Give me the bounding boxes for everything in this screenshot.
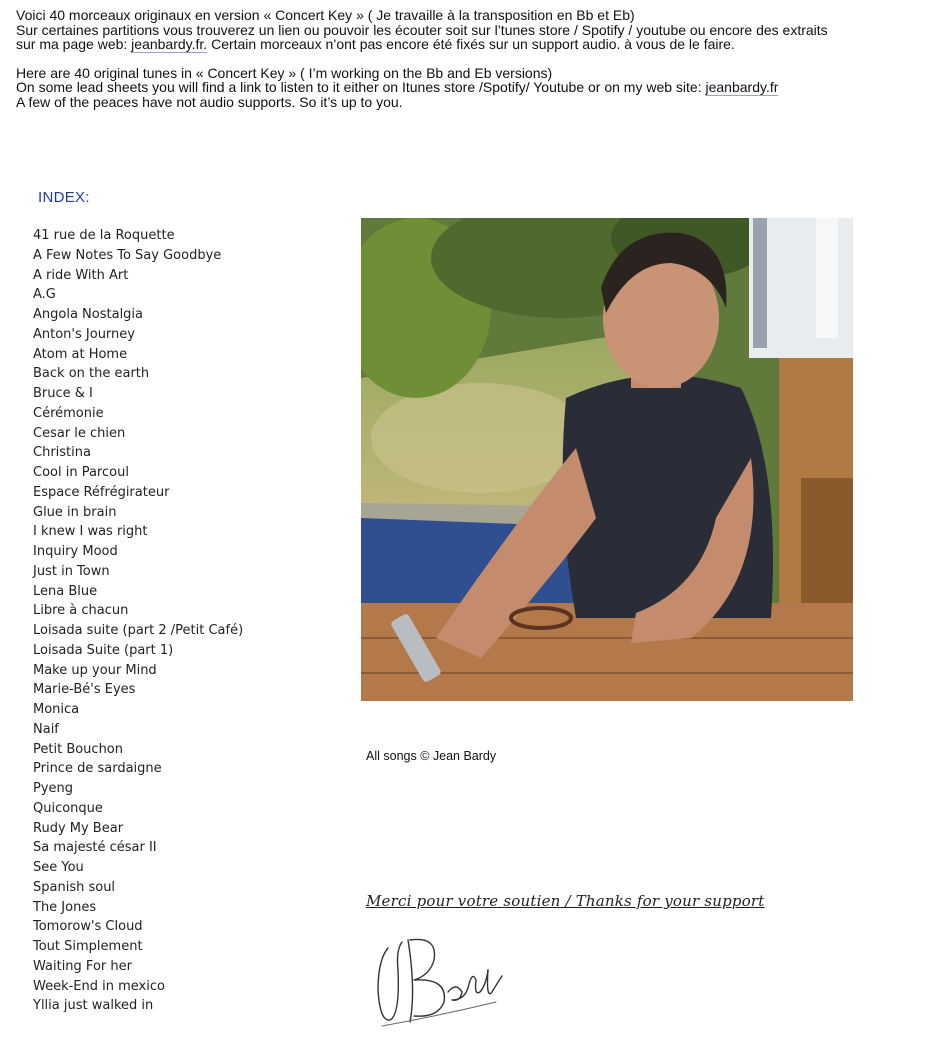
index-item: Quiconque xyxy=(33,800,103,816)
intro-en-line-2-start: On some lead sheets you will find a link to listen to it either on Itunes store /Spotify/ Youtube or on my web site: xyxy=(16,79,706,96)
index-item: Angola Nostalgia xyxy=(33,307,144,322)
index-item: Tomorow's Cloud xyxy=(33,919,143,935)
index-item: Sa majesté césar II xyxy=(33,840,157,856)
signature xyxy=(368,930,508,1034)
index-item: Cesar le chien xyxy=(33,425,126,441)
index-item: Spanish soul xyxy=(33,879,116,895)
index-item: Week-End in mexico xyxy=(33,978,165,994)
index-item: Loisada suite (part 2 /Petit Café) xyxy=(33,623,244,638)
index-item: Loisada Suite (part 1) xyxy=(33,642,174,658)
intro-en-line-2 xyxy=(16,80,916,95)
index-item: Lena Blue xyxy=(33,583,98,599)
author-photo xyxy=(361,218,853,701)
index-item: Glue in brain xyxy=(33,504,117,520)
index-item: Atom at Home xyxy=(33,346,128,362)
index-item: Pyeng xyxy=(33,781,74,796)
intro-en-line-3: A few of the peaces have not audio supports. So it’s up to you. xyxy=(16,93,403,110)
index-item: Christina xyxy=(33,445,91,461)
index-item: Rudy My Bear xyxy=(33,820,124,836)
index-item: Espace Réfrégirateur xyxy=(33,484,170,500)
thanks-message: Merci pour votre soutien / Thanks for your support xyxy=(366,892,765,910)
index-item: Naif xyxy=(33,721,59,737)
index-item: Prince de sardaigne xyxy=(33,761,162,777)
index-item: The Jones xyxy=(33,899,97,915)
website-link-fr[interactable]: jeanbardy.fr. xyxy=(131,36,208,53)
index-item: I knew I was right xyxy=(33,524,148,540)
index-item: Petit Bouchon xyxy=(33,741,124,757)
index-item: Anton's Journey xyxy=(33,326,135,342)
index-item: Cérémonie xyxy=(33,405,104,421)
index-item: Libre à chacun xyxy=(33,603,129,619)
index-item: Cool in Parcoul xyxy=(33,465,129,480)
index-item: Just in Town xyxy=(33,563,110,579)
index-item: Monica xyxy=(33,702,80,717)
index-item: Marie-Bé's Eyes xyxy=(33,682,136,698)
index-item: Bruce & I xyxy=(33,386,93,401)
index-item: Make up your Mind xyxy=(33,662,157,678)
index-item: 41 rue de la Roquette xyxy=(33,228,175,243)
index-item: Yllia just walked in xyxy=(33,998,154,1014)
intro-fr-line-3-end: Certain morceaux n’ont pas encore été fixés sur un support audio. à vous de le faire. xyxy=(207,36,735,53)
index-item: A Few Notes To Say Goodbye xyxy=(33,247,222,263)
copyright-caption: All songs © Jean Bardy xyxy=(366,749,497,763)
intro-fr-line-1: Voici 40 morceaux originaux en version « Concert Key » ( Je travaille à la transposition en Bb et Eb) xyxy=(16,7,635,23)
index-item: See You xyxy=(33,860,84,875)
intro-fr-line-2: Sur certaines partitions vous trouverez un lien ou pouvoir les écouter soit sur l’tunes store / Spotify / youtube ou encore des extraits xyxy=(16,21,828,38)
website-link-en[interactable]: jeanbardy.fr xyxy=(705,79,779,96)
index-item: Tout Simplement xyxy=(33,939,143,954)
index-item: Inquiry Mood xyxy=(33,544,118,559)
index-item: Back on the earth xyxy=(33,366,150,382)
intro-fr-line-3-start: sur ma page web: xyxy=(16,36,132,53)
index-list xyxy=(33,226,243,1016)
index-item: Waiting For her xyxy=(33,958,132,974)
intro-en-line-1: Here are 40 original tunes in « Concert Key » ( I’m working on the Bb and Eb versions) xyxy=(16,64,553,81)
intro-fr-line-3 xyxy=(16,37,916,52)
index-title: INDEX: xyxy=(38,189,90,206)
intro-text xyxy=(16,8,916,110)
index-item: A.G xyxy=(33,287,56,303)
index-item: A ride With Art xyxy=(33,267,129,283)
